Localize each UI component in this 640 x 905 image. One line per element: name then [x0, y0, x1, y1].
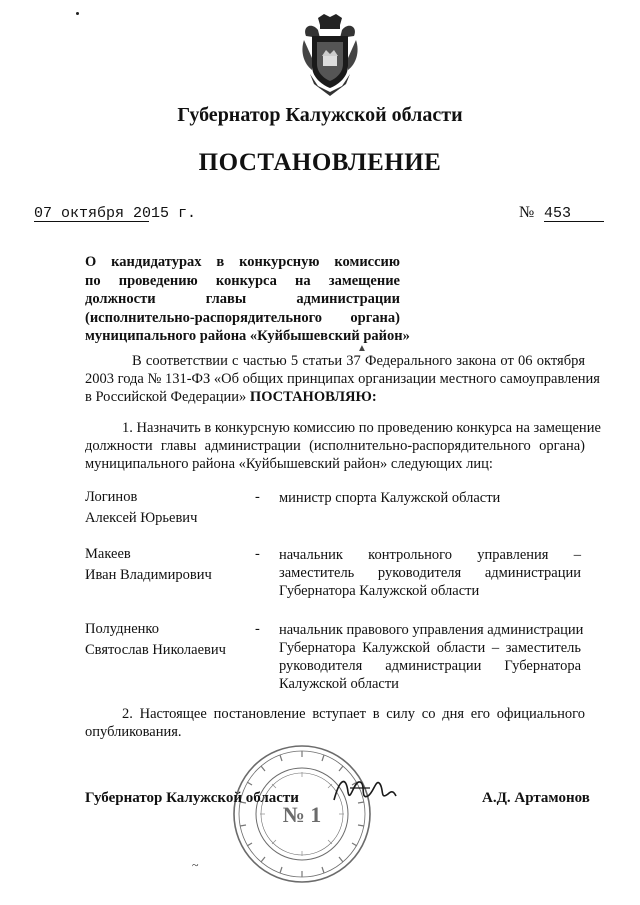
- signatory-name: А.Д. Артамонов: [482, 790, 590, 806]
- preamble-line: В соответствии с частью 5 статьи 37 Федерального закона от 06 октября: [132, 353, 585, 369]
- member-surname: Логинов: [85, 489, 138, 505]
- role-line: Калужской области: [279, 676, 399, 692]
- signatory-title: Губернатор Калужской области: [85, 790, 299, 806]
- role-line: Губернатора Калужской области – заместитель: [279, 640, 581, 656]
- preamble-paragraph: [85, 352, 600, 406]
- role-line: начальник правового управления администрации: [279, 622, 584, 638]
- item-1-line: 1. Назначить в конкурсную комиссию по проведению конкурса на замещение: [122, 420, 601, 436]
- handwritten-signature: [330, 770, 400, 810]
- subject-line: муниципального района «Куйбышевский район»: [85, 328, 410, 344]
- preamble-line: 2003 года № 131-ФЗ «Об общих принципах организации местного самоуправления: [85, 371, 600, 387]
- document-subject: [85, 253, 410, 346]
- date-underline: [34, 221, 149, 222]
- document-number-label: №: [519, 204, 535, 221]
- preamble-text: в Российской Федерации»: [85, 389, 247, 405]
- document-date: 07 октября 2015 г.: [34, 205, 197, 222]
- member-name: [85, 487, 275, 529]
- member-surname: Полудненко: [85, 621, 159, 637]
- subject-line: (исполнительно-распорядительного органа): [85, 309, 400, 326]
- member-dash: -: [255, 546, 260, 562]
- scan-speck: [76, 12, 79, 15]
- scan-mark: ~: [192, 858, 199, 872]
- member-name: [85, 544, 275, 586]
- scan-mark: ▲: [357, 343, 367, 354]
- item-2-line: опубликования.: [85, 724, 182, 740]
- document-number: 453: [544, 205, 572, 222]
- member-given-names: Святослав Николаевич: [85, 642, 226, 658]
- item-2-line: 2. Настоящее постановление вступает в силу со дня его официального: [122, 706, 585, 722]
- item-1-line: должности главы администрации (исполнительно-распорядительного органа): [85, 438, 585, 454]
- seal-center-number: № 1: [282, 802, 322, 827]
- member-name: [85, 619, 275, 661]
- member-role: [279, 621, 584, 693]
- member-role: [279, 546, 581, 600]
- item-1-line: муниципального района «Куйбышевский район» следующих лиц:: [85, 456, 493, 472]
- coat-of-arms-emblem: [298, 12, 362, 98]
- item-1-paragraph: [85, 419, 601, 473]
- subject-line: по проведению конкурса на замещение: [85, 272, 400, 289]
- member-surname: Макеев: [85, 546, 131, 562]
- member-given-names: Алексей Юрьевич: [85, 510, 198, 526]
- member-given-names: Иван Владимирович: [85, 567, 212, 583]
- document-type-heading: ПОСТАНОВЛЕНИЕ: [198, 149, 442, 176]
- item-2-paragraph: [85, 705, 585, 741]
- member-dash: -: [255, 621, 260, 637]
- member-role: [279, 489, 581, 507]
- role-line: руководителя администрации Губернатора: [279, 658, 581, 674]
- subject-line: О кандидатурах в конкурсную комиссию: [85, 254, 400, 270]
- role-line: заместитель руководителя администрации: [279, 565, 581, 581]
- issuing-authority: Губернатор Калужской области: [177, 104, 463, 126]
- role-line: начальник контрольного управления –: [279, 547, 581, 563]
- number-underline: [544, 221, 604, 222]
- preamble-line-last: [85, 388, 585, 406]
- role-line: министр спорта Калужской области: [279, 490, 501, 506]
- official-seal-stamp: [230, 742, 375, 887]
- decree-word: ПОСТАНОВЛЯЮ:: [249, 389, 377, 405]
- member-dash: -: [255, 489, 260, 505]
- subject-line: должности главы администрации: [85, 291, 400, 307]
- role-line: Губернатора Калужской области: [279, 583, 480, 599]
